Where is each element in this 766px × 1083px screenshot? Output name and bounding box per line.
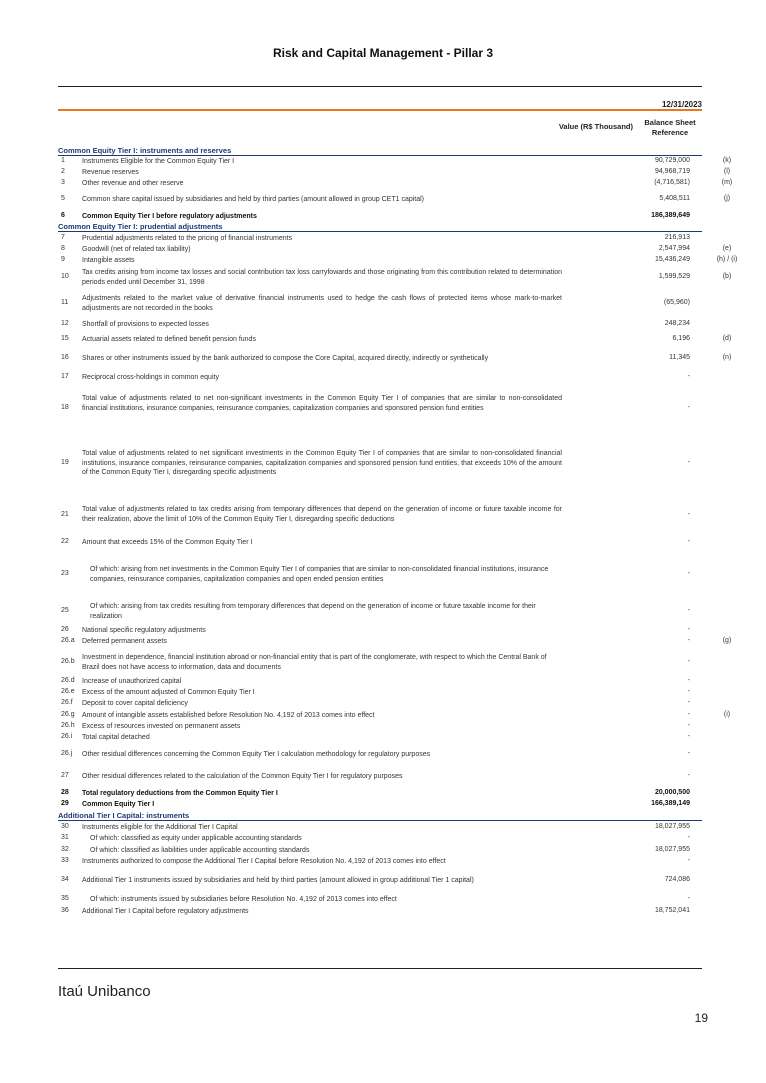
- row-label: Common Equity Tier I before regulatory adjustments: [82, 213, 257, 220]
- row-number: 17: [61, 373, 69, 380]
- row-value: 18,752,041: [654, 907, 690, 914]
- row-label: Instruments authorized to compose the Additional Tier I Capital before Resolution No. 4,192 of 2013 comes into effect: [82, 858, 446, 865]
- row-value: 15,436,249: [654, 256, 690, 263]
- row-label: Revenue reserves: [82, 169, 139, 176]
- row-label: Common share capital issued by subsidiaries and held by third parties (amount allowed in group CET1 capital): [82, 196, 425, 203]
- row-number: 10: [61, 273, 69, 280]
- row-value: -: [687, 626, 690, 633]
- row-label: Actuarial assets related to defined benefit pension funds: [82, 336, 256, 343]
- row-value: 18,027,955: [654, 823, 690, 830]
- row-value: 166,389,149: [651, 800, 690, 807]
- row-number: 16: [61, 354, 69, 361]
- row-number: 19: [61, 459, 69, 466]
- row-value: 2,547,994: [658, 245, 690, 252]
- row-value: -: [687, 677, 690, 684]
- row-number: 26.f: [61, 699, 73, 706]
- row-label: Other residual differences related to the calculation of the Common Equity Tier I for regulatory purposes: [82, 773, 403, 780]
- row-number: 1: [61, 157, 65, 164]
- row-value: -: [687, 834, 690, 841]
- row-label: Additional Tier I Capital before regulatory adjustments: [82, 908, 249, 915]
- row-number: 31: [61, 834, 69, 841]
- row-number: 29: [61, 800, 69, 807]
- row-value: -: [687, 711, 690, 718]
- row-value: 216,913: [664, 234, 690, 241]
- row-value: (4,716,581): [654, 179, 690, 186]
- row-number: 18: [61, 404, 69, 411]
- row-label: Amount that exceeds 15% of the Common Equity Tier I: [82, 539, 253, 546]
- row-reference: (k): [722, 157, 732, 164]
- row-label: Deferred permanent assets: [82, 638, 167, 645]
- row-number: 7: [61, 234, 65, 241]
- row-value: 90,729,000: [654, 157, 690, 164]
- row-value: -: [687, 895, 690, 902]
- row-reference: (b): [722, 273, 732, 280]
- row-reference: (i): [723, 711, 731, 718]
- row-number: 27: [61, 772, 69, 779]
- row-number: 26.h: [61, 722, 75, 729]
- row-value: -: [687, 722, 690, 729]
- row-value: 724,086: [664, 876, 690, 883]
- row-value: -: [687, 373, 690, 380]
- row-number: 26.g: [61, 711, 75, 718]
- row-number: 26.i: [61, 733, 73, 740]
- row-reference: (m): [721, 179, 733, 186]
- row-label: Excess of resources invested on permanent assets: [82, 723, 241, 730]
- row-reference: (j): [723, 195, 731, 202]
- row-reference: (g): [722, 637, 732, 644]
- row-value: -: [687, 699, 690, 706]
- row-number: 26.d: [61, 677, 75, 684]
- row-label: Increase of unauthorized capital: [82, 678, 182, 685]
- footer-brand: Itaú Unibanco: [58, 983, 151, 1000]
- row-label: Total regulatory deductions from the Common Equity Tier I: [82, 790, 278, 797]
- row-value: (65,960): [663, 299, 690, 306]
- row-number: 6: [61, 212, 65, 219]
- row-number: 36: [61, 907, 69, 914]
- row-label: Shares or other instruments issued by the bank authorized to compose the Core Capital, acquired directly, indirectly or synthetically: [82, 355, 489, 362]
- row-number: 33: [61, 857, 69, 864]
- row-value: 6,196: [672, 335, 690, 342]
- row-number: 32: [61, 846, 69, 853]
- row-label: Goodwill (net of related tax liability): [82, 246, 191, 253]
- row-label: Tax credits arising from income tax losses and social contribution tax loss carryfowards and those originating from this contribution related to determination periods ended until December 31, 1998: [82, 269, 562, 286]
- row-value: -: [687, 733, 690, 740]
- row-value: 20,000,500: [654, 789, 690, 796]
- row-value: 94,968,719: [654, 168, 690, 175]
- row-number: 35: [61, 895, 69, 902]
- row-value: -: [687, 750, 690, 757]
- row-label: Instruments Eligible for the Common Equity Tier I: [82, 158, 235, 165]
- row-label: Total value of adjustments related to net non-significant investments in the Common Equity Tier I of companies that are similar to non-consolidated financial institutions, insurance companies, reinsurance companies, capitalization companies and sponsored pension fund entities: [82, 395, 562, 412]
- row-number: 8: [61, 245, 65, 252]
- row-label: Of which: arising from net investments in the Common Equity Tier I of companies that are similar to non-consolidated financial institutions, insurance companies, reinsurance companies, capitalization companies and open ended pension entities: [90, 566, 549, 583]
- footer-rule: [58, 968, 702, 969]
- row-number: 26.b: [61, 658, 75, 665]
- row-number: 11: [61, 299, 69, 306]
- column-header-reference: Balance Sheet Reference: [644, 118, 696, 137]
- row-reference: (e): [722, 245, 732, 252]
- row-label: Reciprocal cross-holdings in common equity: [82, 374, 219, 381]
- row-label: Excess of the amount adjusted of Common Equity Tier I: [82, 689, 255, 696]
- row-reference: (n): [722, 354, 732, 361]
- page-title: Risk and Capital Management - Pillar 3: [272, 46, 494, 60]
- row-number: 9: [61, 256, 65, 263]
- row-label: Total value of adjustments related to net significant investments in the Common Equity Tier I of companies that are similar to non-consolidated financial institutions, insurance companies, reinsurance companies, capitalization companies and sponsored pension fund entities, that exceeds 10% of the amount of the Common Equity Tier I, disregarding specific adjustments: [82, 450, 562, 476]
- row-number: 22: [61, 538, 69, 545]
- row-reference: (l): [723, 168, 731, 175]
- row-label: Common Equity Tier I: [82, 801, 155, 808]
- row-value: -: [687, 607, 690, 614]
- row-value: -: [687, 688, 690, 695]
- row-value: -: [687, 658, 690, 665]
- row-value: 18,027,955: [654, 846, 690, 853]
- row-value: -: [687, 538, 690, 545]
- row-number: 34: [61, 876, 69, 883]
- row-number: 3: [61, 179, 65, 186]
- row-label: Instruments eligible for the Additional Tier I Capital: [82, 824, 238, 831]
- row-value: -: [687, 459, 690, 466]
- section-header-instruments-reserves: Common Equity Tier I: instruments and reserves: [58, 146, 702, 156]
- row-number: 15: [61, 335, 69, 342]
- row-label: Intangible assets: [82, 257, 135, 264]
- row-value: -: [687, 404, 690, 411]
- row-label: Deposit to cover capital deficiency: [82, 700, 188, 707]
- row-number: 26.a: [61, 637, 75, 644]
- row-label: Of which: arising from tax credits resulting from temporary differences that depend on the generation of income or future taxable income for their realization: [90, 603, 536, 620]
- header-rule: [58, 86, 702, 87]
- row-number: 5: [61, 195, 65, 202]
- row-number: 28: [61, 789, 69, 796]
- row-value: 11,345: [669, 354, 690, 361]
- row-label: Amount of intangible assets established before Resolution No. 4,192 of 2013 comes into effect: [82, 712, 375, 719]
- row-label: Other residual differences concerning the Common Equity Tier I calculation methodology for regulatory purposes: [82, 751, 431, 758]
- row-value: 248,234: [664, 320, 690, 327]
- row-label: Shortfall of provisions to expected losses: [82, 321, 209, 328]
- row-number: 12: [61, 320, 69, 327]
- table-date: 12/31/2023: [661, 100, 702, 109]
- row-label: Of which: classified as equity under applicable accounting standards: [90, 835, 302, 842]
- row-label: Of which: classified as liabilities under applicable accounting standards: [90, 847, 310, 854]
- header-accent-bar: [58, 109, 702, 111]
- row-label: Total capital detached: [82, 734, 150, 741]
- row-number: 26.e: [61, 688, 75, 695]
- row-label: Other revenue and other reserve: [82, 180, 184, 187]
- page-number: 19: [694, 1011, 708, 1025]
- section-header-additional-tier1: Additional Tier I Capital: instruments: [58, 811, 702, 821]
- row-value: 1,599,529: [658, 273, 690, 280]
- row-number: 2: [61, 168, 65, 175]
- row-value: 5,408,511: [659, 195, 690, 202]
- row-value: -: [687, 511, 690, 518]
- row-label: Of which: instruments issued by subsidiaries before Resolution No. 4,192 of 2013 comes into effect: [90, 896, 397, 903]
- row-value: -: [687, 772, 690, 779]
- row-value: -: [687, 637, 690, 644]
- row-label: Additional Tier 1 instruments issued by subsidiaries and held by third parties (amount allowed in group additional Tier 1 capital): [82, 877, 474, 884]
- row-number: 30: [61, 823, 69, 830]
- row-label: National specific regulatory adjustments: [82, 627, 206, 634]
- row-label: Adjustments related to the market value of derivative financial instruments used to hedge the cash flows of protected items whose mark-to-market adjustments are not recorded in the books: [82, 295, 562, 312]
- row-value: -: [687, 570, 690, 577]
- section-header-prudential-adjustments: Common Equity Tier I: prudential adjustments: [58, 222, 702, 232]
- row-number: 25: [61, 607, 69, 614]
- row-number: 23: [61, 570, 69, 577]
- row-value: -: [687, 857, 690, 864]
- row-number: 21: [61, 511, 69, 518]
- row-number: 26: [61, 626, 69, 633]
- row-label: Prudential adjustments related to the pricing of financial instruments: [82, 235, 293, 242]
- column-header-value: Value (R$ Thousand): [558, 122, 633, 131]
- row-reference: (d): [722, 335, 732, 342]
- row-value: 186,389,649: [651, 212, 690, 219]
- row-label: Total value of adjustments related to tax credits arising from temporary differences that depend on the generation of income or future taxable income for their realization, above the limit of 10% of the Common Equity Tier I, disregarding specific deductions: [82, 506, 562, 523]
- row-number: 26.j: [61, 750, 73, 757]
- row-reference: (h) / (i): [716, 256, 738, 263]
- row-label: Investment in dependence, financial institution abroad or non-financial entity that is part of the conglomerate, with respect to which the Central Bank of Brazil does not have access to information, data and documents: [82, 654, 547, 671]
